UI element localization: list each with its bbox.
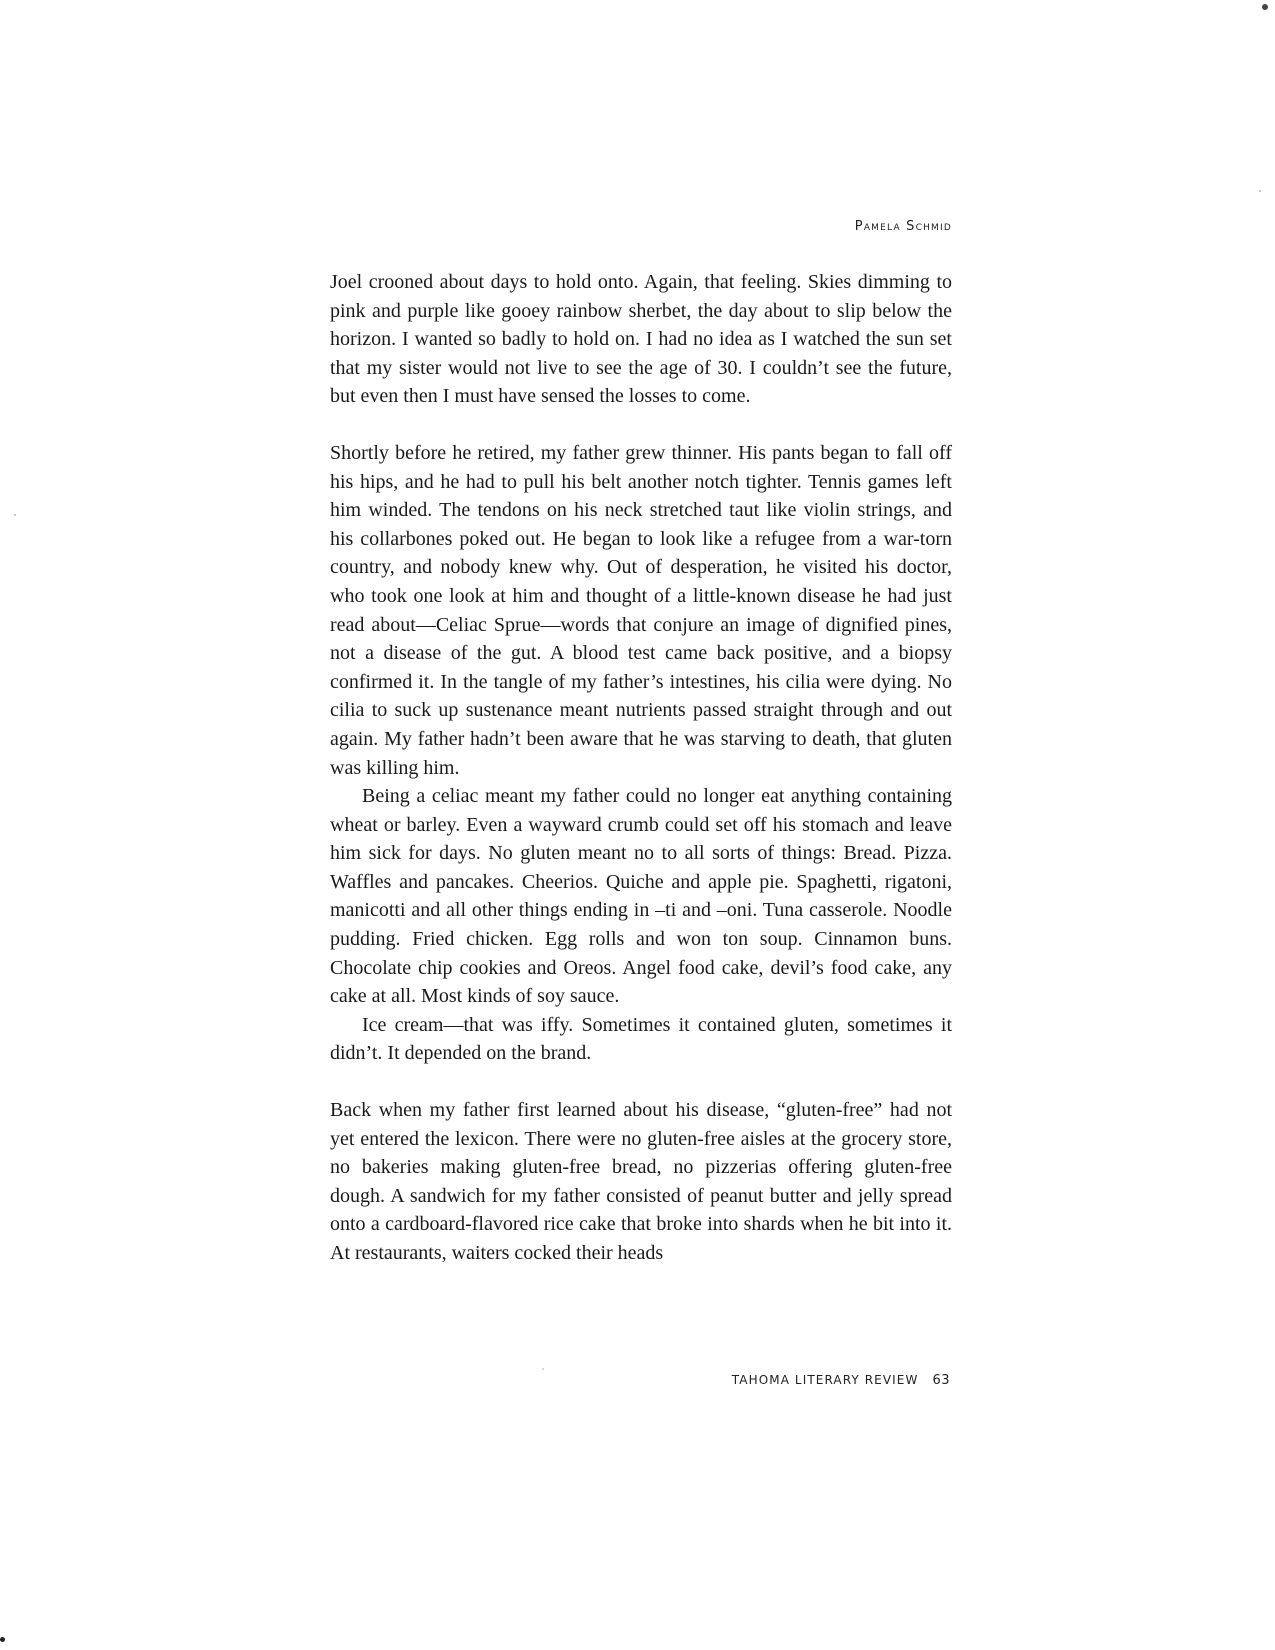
- paragraph-5: Back when my father first learned about his disease, “gluten-free” had not yet entered the lexicon. There were no gluten-free aisles at the grocery store, no bakeries making gluten-free bread, no pizzerias offering gluten-free dough. A sandwich for my father consisted of peanut butter and jelly spread onto a cardboard-flavored rice cake that broke into shards when he bit into it. At restaurants, waiters cocked their heads: [330, 1099, 952, 1264]
- scan-speck: [542, 1368, 544, 1370]
- paragraph-1: Joel crooned about days to hold onto. Again, that feeling. Skies dimming to pink and purple like gooey rainbow sherbet, the day about to slip below the horizon. I wanted so badly to hold on. I had no idea as I watched the sun set that my sister would not live to see the age of 30. I couldn’t see the future, but even then I must have sensed the losses to come.: [330, 271, 952, 408]
- page-footer: [732, 1373, 950, 1388]
- scan-speck: [1262, 4, 1268, 10]
- running-head-author: Pamela Schmid: [854, 219, 952, 234]
- paragraph-4: Ice cream—that was iffy. Sometimes it contained gluten, sometimes it didn’t. It depended on the brand.: [330, 1013, 952, 1065]
- paragraph-3: Being a celiac meant my father could no longer eat anything containing wheat or barley. Even a wayward crumb could set off his stomach and leave him sick for days. No gluten meant no to all sorts of things: Bread. Pizza. Waffles and pancakes. Cheerios. Quiche and apple pie. Spaghetti, rigatoni, manicotti and all other things ending in –ti and –oni. Tuna casserole. Noodle pudding. Fried chicken. Egg rolls and won ton soup. Cinnamon buns. Chocolate chip cookies and Oreos. Angel food cake, devil’s food cake, any cake at all. Most kinds of soy sauce.: [330, 785, 952, 1008]
- scan-speck: [1259, 190, 1261, 192]
- page-number: 63: [932, 1373, 950, 1388]
- body-text: [330, 268, 952, 1268]
- scan-speck: [0, 1637, 5, 1642]
- scan-speck: [14, 514, 16, 516]
- paragraph-2: Shortly before he retired, my father grew thinner. His pants began to fall off his hips, and he had to pull his belt another notch tighter. Tennis games left him winded. The tendons on his neck stretched taut like violin strings, and his collarbones poked out. He began to look like a refugee from a war-torn country, and nobody knew why. Out of desperation, he visited his doctor, who took one look at him and thought of a little-known disease he had just read about—Celiac Sprue—words that conjure an image of dignified pines, not a disease of the gut. A blood test came back positive, and a biopsy confirmed it. In the tangle of my father’s intestines, his cilia were dying. No cilia to suck up sustenance meant nutrients passed straight through and out again. My father hadn’t been aware that he was starving to death, that gluten was killing him.: [330, 441, 952, 779]
- publication-title: TAHOMA LITERARY REVIEW: [731, 1373, 919, 1387]
